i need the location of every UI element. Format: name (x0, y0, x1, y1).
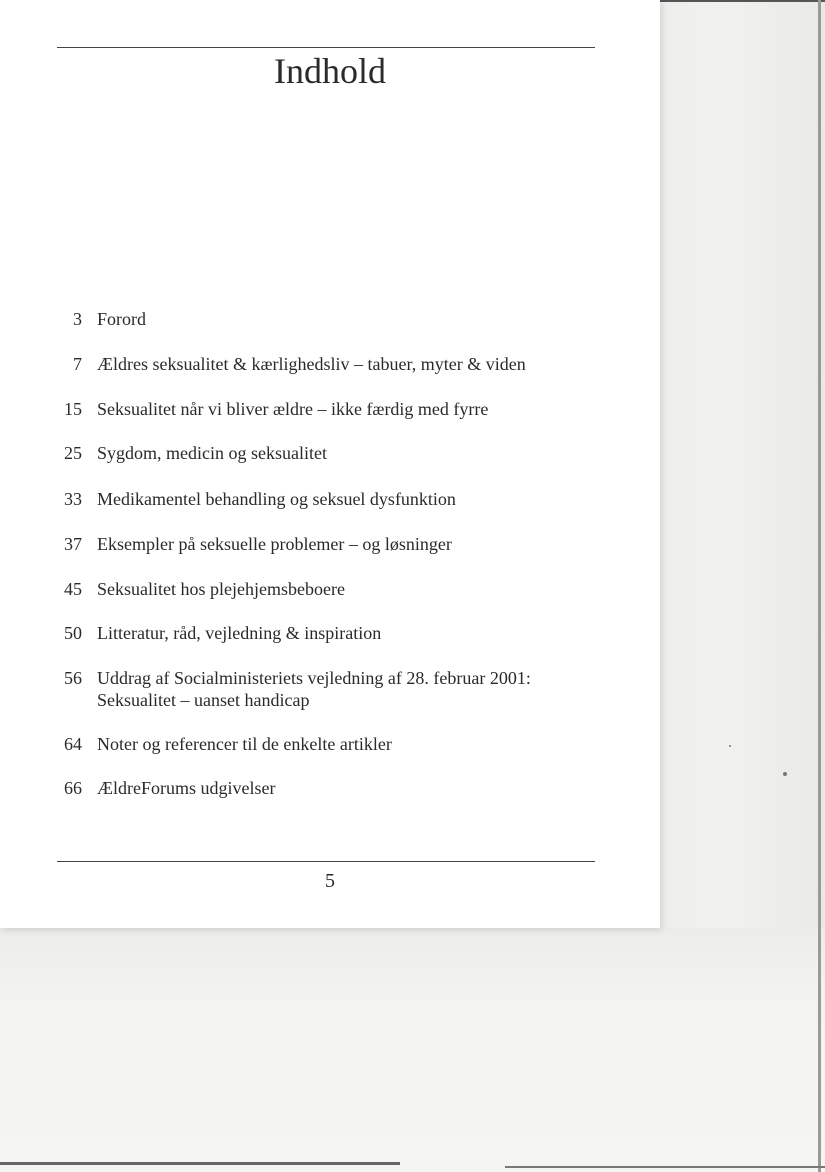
scan-edge-right (818, 0, 821, 1172)
toc-title: Forord (97, 309, 146, 329)
toc-title: Litteratur, råd, vejledning & inspiration (97, 623, 382, 643)
bottom-rule (57, 861, 595, 862)
toc-page-number: 7 (73, 354, 82, 374)
toc-title: Noter og referencer til de enkelte artikler (97, 734, 392, 754)
toc-page-number: 45 (64, 579, 82, 599)
toc-page-number: 64 (64, 734, 82, 754)
dust-speck (783, 772, 787, 776)
toc-title: Seksualitet hos plejehjemsbeboere (97, 579, 345, 599)
toc-page-number: 15 (64, 399, 82, 419)
toc-title: Sygdom, medicin og seksualitet (97, 443, 327, 463)
toc-page-number: 37 (64, 534, 82, 554)
toc-title: Medikamentel behandling og seksuel dysfunktion (97, 489, 456, 509)
toc-page-number: 33 (64, 489, 82, 509)
page-number: 5 (325, 870, 335, 892)
toc-title: ÆldreForums udgivelser (97, 778, 276, 798)
toc-page-number: 56 (64, 668, 82, 688)
toc-title: Eksempler på seksuelle problemer – og løsninger (97, 534, 452, 554)
toc-title: Uddrag af Socialministeriets vejledning af 28. februar 2001: (97, 668, 531, 688)
scan-edge-bottom-right (505, 1166, 825, 1168)
toc-page-number: 3 (73, 309, 82, 329)
dust-speck (729, 745, 731, 747)
toc-page-number: 50 (64, 623, 82, 643)
scan-edge-bottom-left (0, 1162, 400, 1165)
toc-page-number: 66 (64, 778, 82, 798)
toc-page-number: 25 (64, 443, 82, 463)
page-title: Indhold (274, 51, 386, 91)
toc-subtitle: Seksualitet – uanset handicap (97, 690, 310, 710)
toc-title: Ældres seksualitet & kærlighedsliv – tabuer, myter & viden (97, 354, 526, 374)
toc-title: Seksualitet når vi bliver ældre – ikke færdig med fyrre (97, 399, 489, 419)
scanner-background-bottom (0, 928, 825, 1172)
